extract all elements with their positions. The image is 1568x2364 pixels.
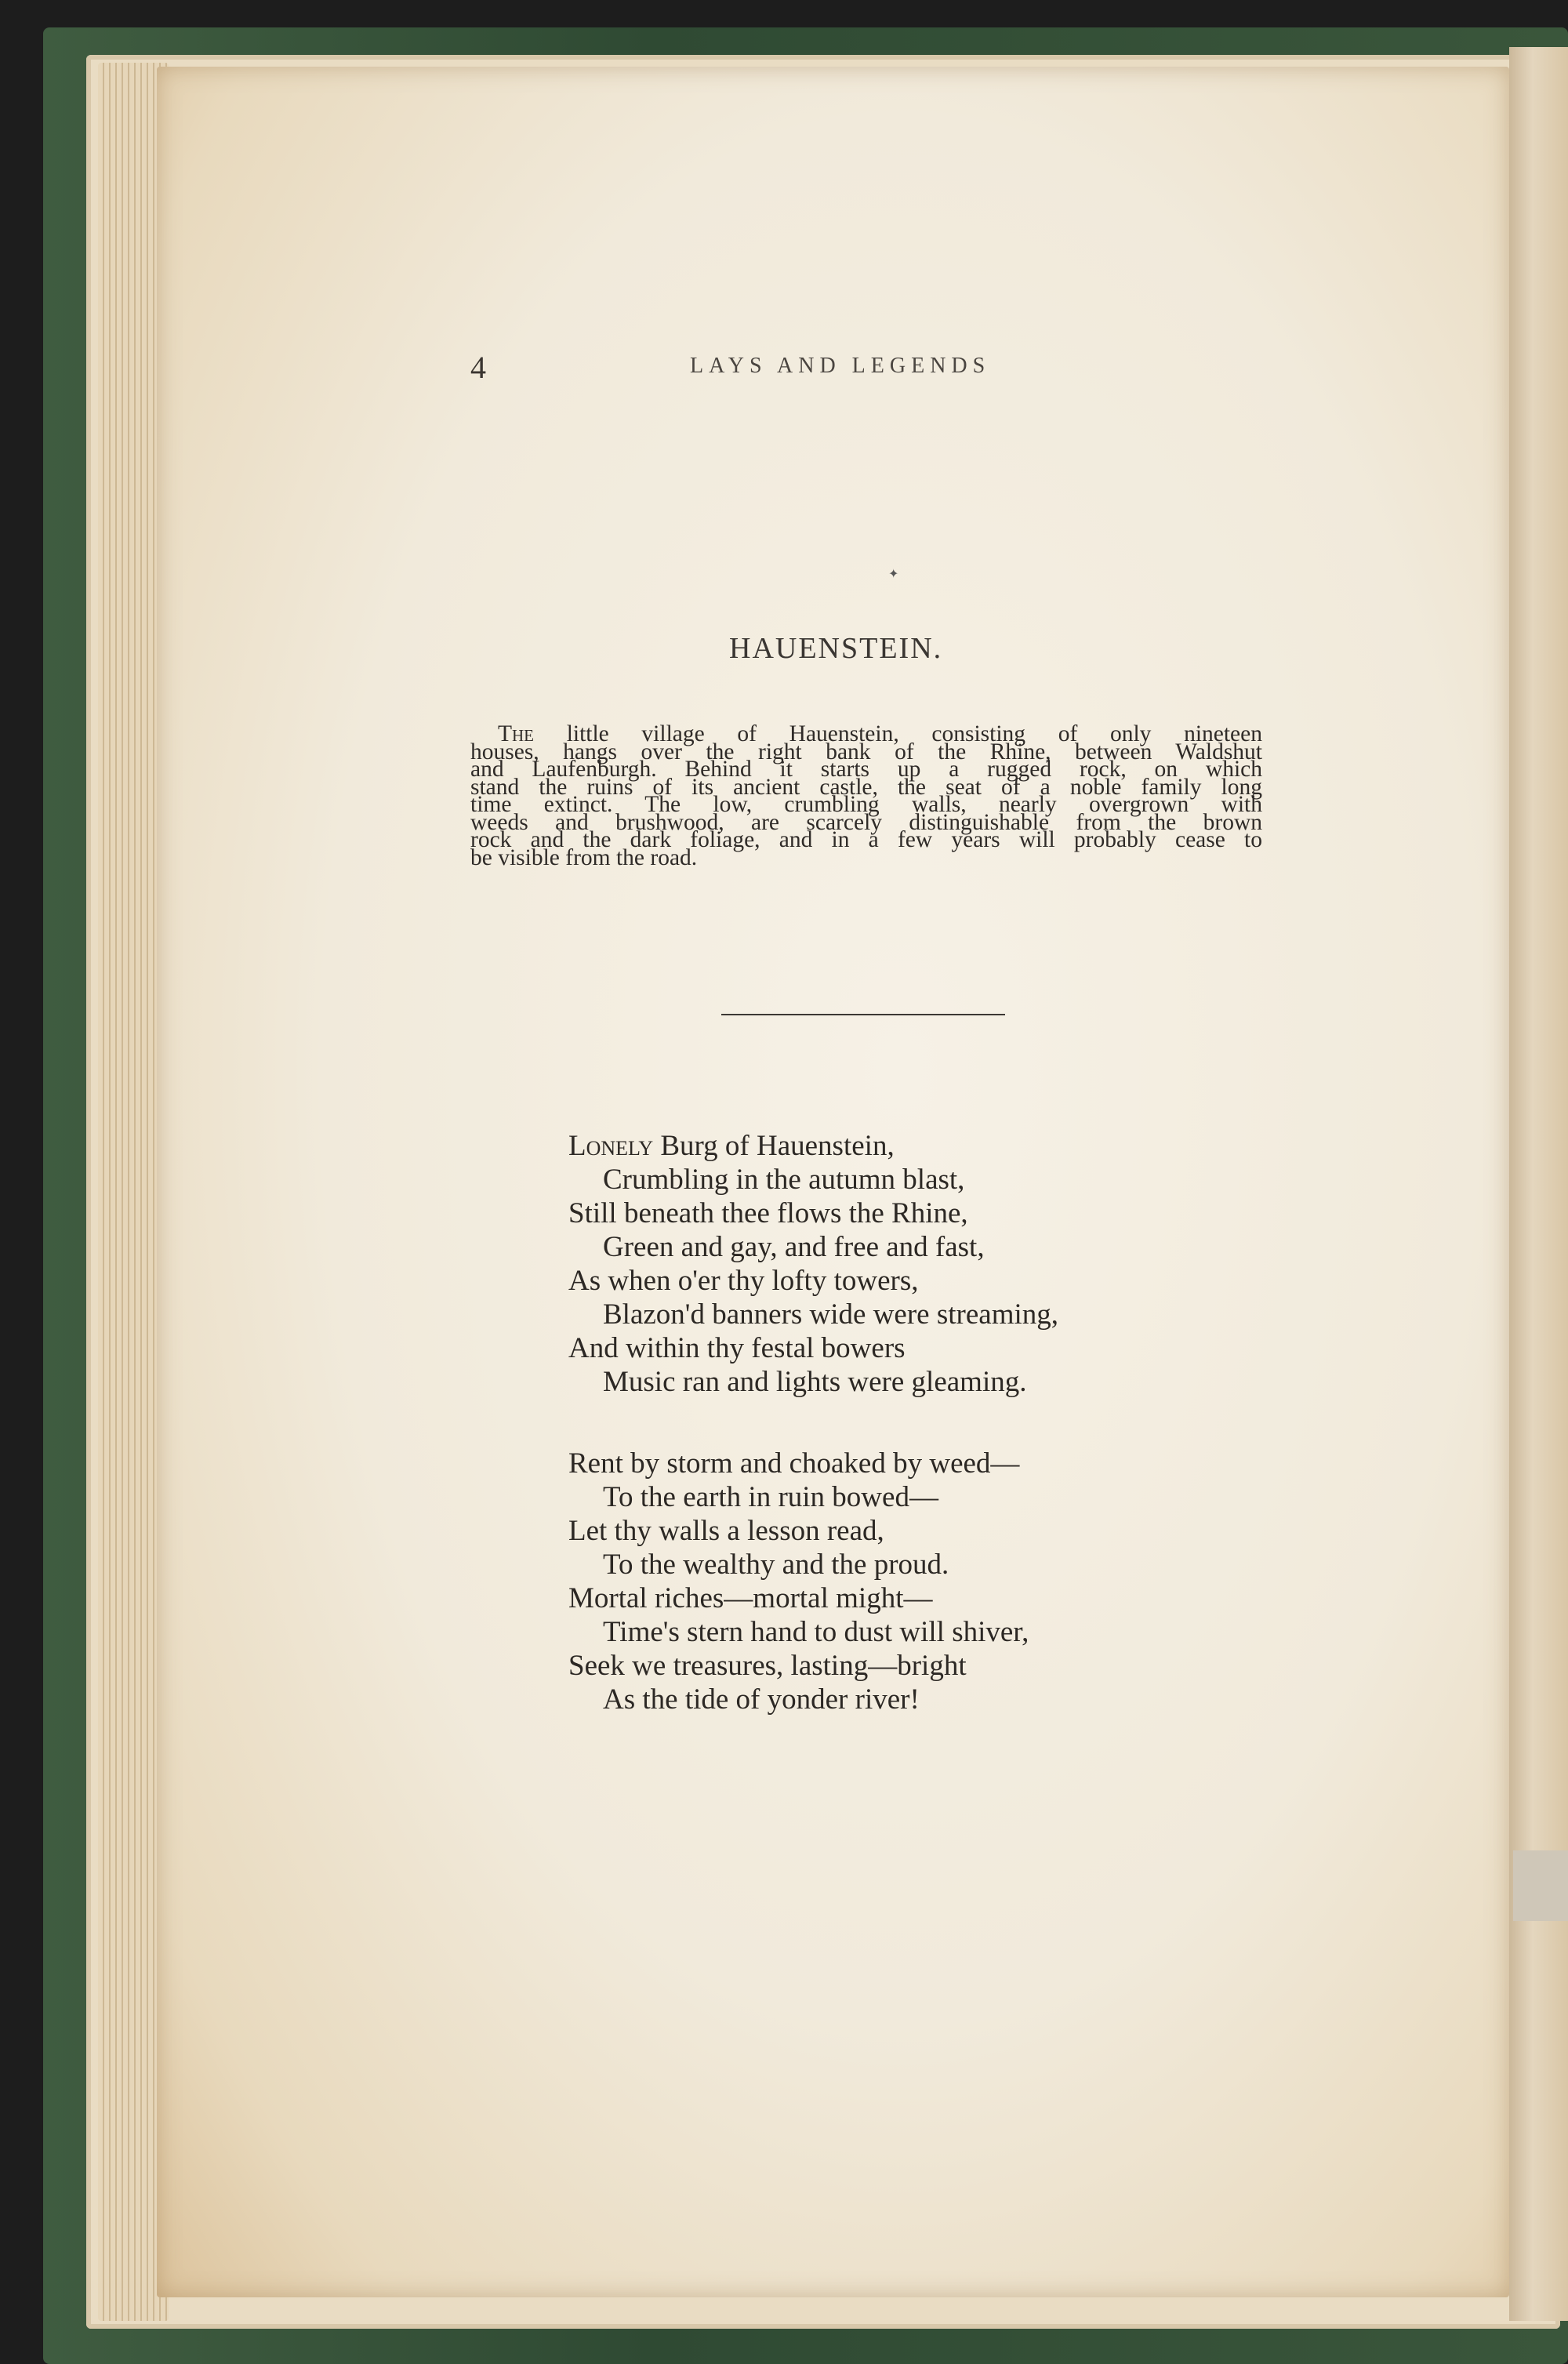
section-divider xyxy=(721,1014,1005,1015)
poem-line: Blazon'd banners wide were streaming, xyxy=(603,1298,1058,1331)
poem-line: As when o'er thy lofty towers, xyxy=(568,1265,919,1297)
poem-line: Time's stern hand to dust will shiver, xyxy=(603,1616,1029,1648)
intro-line: and Laufenburgh. Behind it starts up a rugged rock, on which xyxy=(470,757,1262,782)
poem-line: Music ran and lights were gleaming. xyxy=(603,1366,1027,1398)
intro-lead-word: The xyxy=(498,721,535,746)
poem-line: Let thy walls a lesson read, xyxy=(568,1515,884,1547)
poem-line: And within thy festal bowers xyxy=(568,1332,906,1364)
poem-line: Crumbling in the autumn blast, xyxy=(603,1164,965,1196)
intro-line: weeds and brushwood, are scarcely distinguishable from the brown xyxy=(470,809,1262,835)
poem-lead-word: Lonely xyxy=(568,1130,654,1162)
running-title: LAYS AND LEGENDS xyxy=(690,354,991,378)
poem-line: To the earth in ruin bowed— xyxy=(603,1481,938,1513)
poem-stanza-2 xyxy=(568,1447,1227,1716)
intro-line: stand the ruins of its ancient castle, the seat of a noble family long xyxy=(470,774,1262,800)
poem-line: Seek we treasures, lasting—bright xyxy=(568,1650,967,1682)
poem-line: Green and gay, and free and fast, xyxy=(603,1231,985,1263)
poem-line: Still beneath thee flows the Rhine, xyxy=(568,1197,968,1229)
running-head xyxy=(470,349,1082,388)
intro-line: time extinct. The low, crumbling walls, nearly overgrown with xyxy=(470,792,1262,817)
intro-line: houses, hangs over the right bank of the Rhine, between Waldshut xyxy=(470,739,1262,764)
poem-line: Rent by storm and choaked by weed— xyxy=(568,1447,1020,1480)
poem-line: As the tide of yonder river! xyxy=(603,1683,920,1716)
poem-stanza-1 xyxy=(568,1129,1227,1399)
page-number: 4 xyxy=(470,350,486,385)
ornament-mark: ✦ xyxy=(888,568,899,581)
paper-tab xyxy=(1513,1850,1568,1921)
intro-line: The little village of Hauenstein, consisting of only nineteen xyxy=(498,721,1262,746)
poem-line: Mortal riches—mortal might— xyxy=(568,1582,933,1614)
section-title: HAUENSTEIN. xyxy=(729,632,943,665)
facing-page-edge xyxy=(1509,47,1568,2321)
intro-line: be visible from the road. xyxy=(470,844,698,870)
poem-line: Lonely Burg of Hauenstein, xyxy=(568,1130,895,1162)
poem-line: To the wealthy and the proud. xyxy=(603,1549,949,1581)
intro-line: rock and the dark foliage, and in a few years will probably cease to xyxy=(470,827,1262,852)
intro-paragraph xyxy=(470,721,1262,870)
